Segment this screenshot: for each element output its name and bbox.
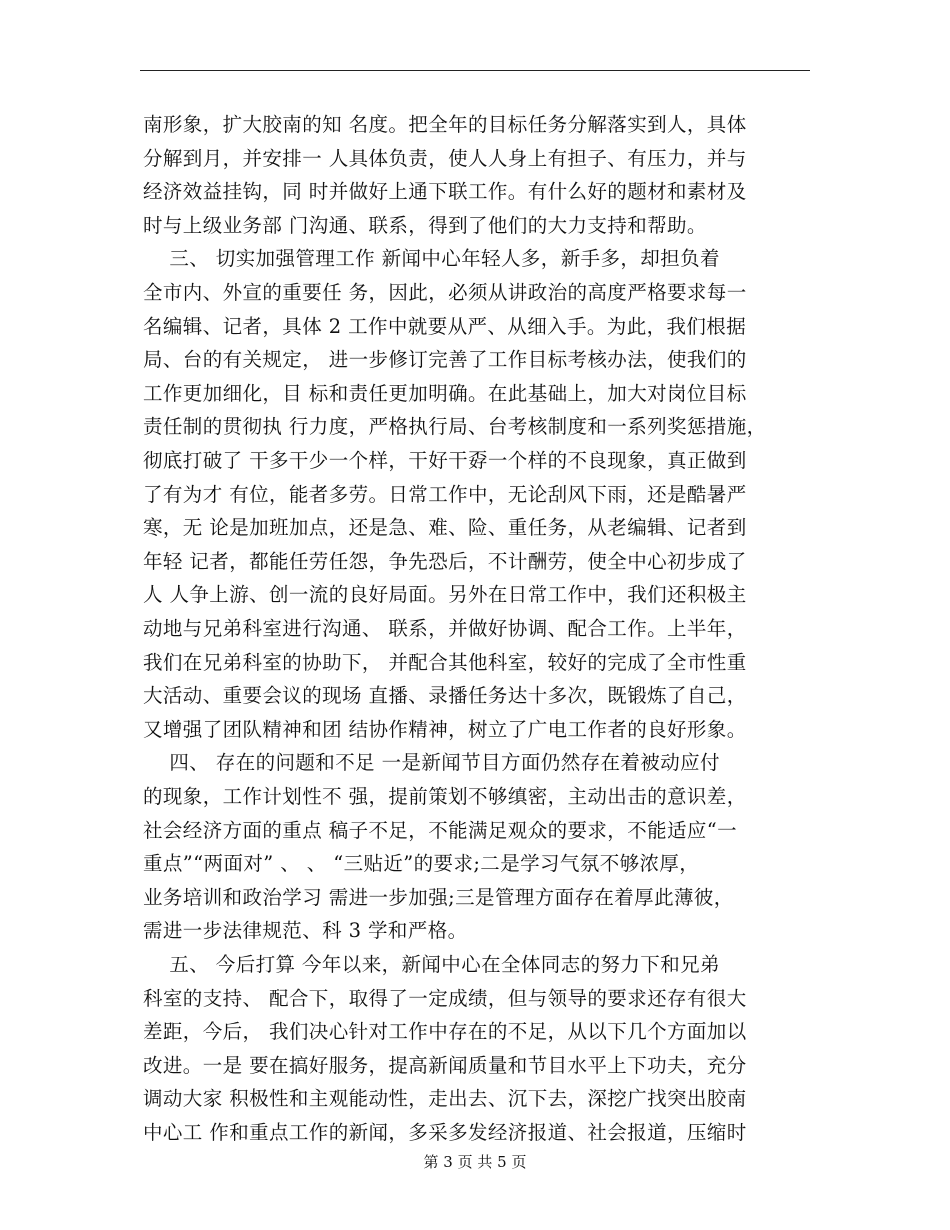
- text-line: 我们在兄弟科室的协助下， 并配合其他科室，较好的完成了全市性重: [143, 650, 747, 674]
- text-line: 改进。一是 要在搞好服务，提高新闻质量和节目水平上下功夫，充分: [143, 1053, 747, 1077]
- text-line: 业务培训和政治学习 需进一步加强;三是管理方面存在着厚此薄彼，: [143, 885, 734, 909]
- text-line: 三、 切实加强管理工作 新闻中心年轻人多，新手多，却担负着: [143, 247, 720, 271]
- text-line: 责任制的贯彻执 行力度，严格执行局、台考核制度和一系列奖惩措施，: [143, 415, 767, 439]
- text-line: 科室的支持、 配合下，取得了一定成绩，但与领导的要求还存有很大: [143, 986, 747, 1010]
- text-line: 南形象，扩大胶南的知 名度。把全年的目标任务分解落实到人，具体: [143, 113, 747, 136]
- text-line: 彻底打破了 干多干少一个样，干好干孬一个样的不良现象，真正做到: [143, 449, 747, 472]
- text-line: 四、 存在的问题和不足 一是新闻节目方面仍然存在着被动应付: [143, 751, 720, 775]
- header-rule: [140, 70, 810, 71]
- text-line: 名编辑、记者，具体 2 工作中就要从严、从细入手。为此，我们根据: [143, 314, 747, 338]
- text-line: 寒，无 论是加班加点，还是急、难、险、重任务，从老编辑、记者到: [143, 516, 747, 540]
- text-line: 了有为才 有位，能者多劳。日常工作中，无论刮风下雨，还是酷暑严: [143, 482, 747, 506]
- text-line: 年轻 记者，都能任劳任怨，争先恐后，不计酬劳，使全中心初步成了: [143, 549, 747, 573]
- text-line: 全市内、外宣的重要任 务，因此，必须从讲政治的高度严格要求每一: [143, 281, 747, 304]
- text-line: 差距，今后， 我们决心针对工作中存在的不足，从以下几个方面加以: [143, 1020, 747, 1044]
- text-line: 五、 今后打算 今年以来，新闻中心在全体同志的努力下和兄弟: [143, 953, 720, 976]
- text-line: 分解到月，并安排一 人具体负责，使人人身上有担子、有压力，并与: [143, 146, 747, 170]
- text-line: 社会经济方面的重点 稿子不足，不能满足观众的要求，不能适应“一: [143, 818, 738, 842]
- text-line: 时与上级业务部 门沟通、联系，得到了他们的大力支持和帮助。: [143, 213, 707, 237]
- text-line: 动地与兄弟科室进行沟通、 联系，并做好协调、配合工作。上半年，: [143, 617, 747, 640]
- page-footer: 第 3 页 共 5 页: [423, 1153, 527, 1171]
- text-line: 需进一步法律规范、科 3 学和严格。: [143, 919, 468, 943]
- text-line: 重点”“两面对” 、 、 “三贴近”的要求;二是学习气氛不够浓厚，: [143, 852, 700, 876]
- text-line: 的现象，工作计划性不 强，提前策划不够缜密，主动出击的意识差，: [143, 785, 747, 808]
- text-line: 人 人争上游、创一流的良好局面。另外在日常工作中，我们还积极主: [143, 583, 747, 607]
- text-line: 经济效益挂钩，同 时并做好上通下联工作。有什么好的题材和素材及: [143, 180, 747, 204]
- text-line: 工作更加细化，目 标和责任更加明确。在此基础上，加大对岗位目标: [143, 381, 747, 405]
- text-line: 中心工 作和重点工作的新闻，多采多发经济报道、社会报道，压缩时: [143, 1121, 747, 1144]
- text-line: 局、台的有关规定， 进一步修订完善了工作目标考核办法，使我们的: [143, 348, 747, 372]
- text-line: 调动大家 积极性和主观能动性，走出去、沉下去，深挖广找突出胶南: [143, 1087, 747, 1111]
- text-line: 大活动、重要会议的现场 直播、录播任务达十多次，既锻炼了自己，: [143, 684, 747, 708]
- text-line: 又增强了团队精神和团 结协作精神，树立了广电工作者的良好形象。: [143, 717, 747, 741]
